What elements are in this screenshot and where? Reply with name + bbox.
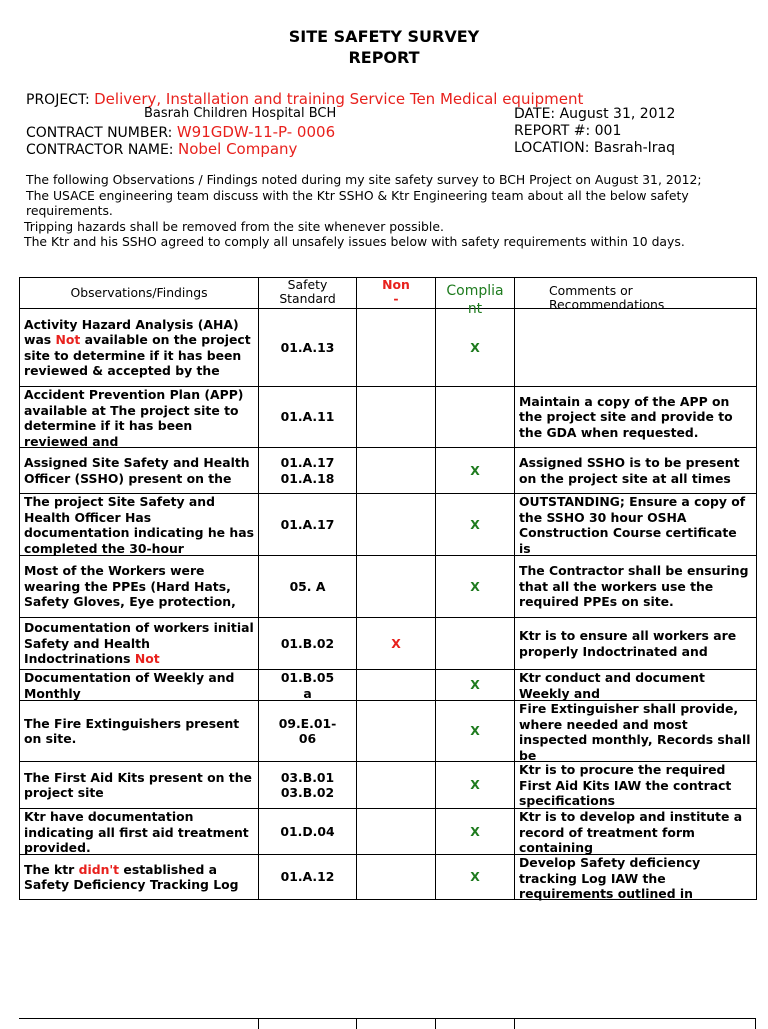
non-compliant-mark — [357, 809, 436, 855]
observation-cell: The Fire Extinguishers present on site. — [20, 701, 259, 762]
non-compliant-mark — [357, 556, 436, 618]
header-standard: Safety Standard — [259, 278, 357, 309]
cell-divider — [755, 1019, 756, 1029]
contractor-line — [26, 140, 297, 158]
non-compliant-mark — [357, 387, 436, 448]
report-subtitle: REPORT — [348, 48, 420, 67]
cell-divider — [514, 1019, 515, 1029]
compliant-mark: X — [436, 556, 515, 618]
table-row — [20, 809, 757, 855]
standard-cell: 05. A — [259, 556, 357, 618]
standard-cell: 01.A.13 — [259, 309, 357, 387]
contractor-label: CONTRACTOR NAME: — [26, 142, 174, 158]
compliant-mark: X — [436, 701, 515, 762]
non-compliant-mark — [357, 309, 436, 387]
cell-divider — [356, 1019, 357, 1029]
table-row — [20, 448, 757, 494]
non-compliant-mark — [357, 670, 436, 701]
compliant-mark: X — [436, 855, 515, 900]
standard-cell: 01.A.11 — [259, 387, 357, 448]
comment-cell: Fire Extinguisher shall provide, where needed and most inspected monthly, Records shall be — [515, 701, 757, 762]
non-compliant-mark — [357, 855, 436, 900]
comment-cell: Assigned SSHO is to be present on the project site at all times — [515, 448, 757, 494]
comment-cell: Ktr is to procure the required First Aid Kits IAW the contract specifications — [515, 762, 757, 809]
non-compliant-mark — [357, 448, 436, 494]
observation-cell: Accident Prevention Plan (APP) available at The project site to determine if it has been reviewed and — [20, 387, 259, 448]
cell-divider — [258, 1019, 259, 1029]
comment-cell: The Contractor shall be ensuring that all the workers use the required PPEs on site. — [515, 556, 757, 618]
contract-value: W91GDW-11-P- 0006 — [176, 123, 336, 141]
non-compliant-mark — [357, 701, 436, 762]
observation-cell: Ktr have documentation indicating all first aid treatment provided. — [20, 809, 259, 855]
observation-cell: The project Site Safety and Health Officer Has documentation indicating he has completed the 30-hour — [20, 494, 259, 556]
comment-cell: Ktr is to ensure all workers are properly Indoctrinated and — [515, 618, 757, 670]
contract-line — [26, 123, 335, 141]
header-comments: Comments or Recommendations — [515, 278, 757, 309]
observation-cell: Most of the Workers were wearing the PPEs (Hard Hats, Safety Gloves, Eye protection, — [20, 556, 259, 618]
report-number: REPORT #: 001 — [514, 123, 622, 139]
intro-paragraph: Tripping hazards shall be removed from the site whenever possible. — [24, 218, 444, 234]
compliant-mark: X — [436, 309, 515, 387]
standard-cell: 09.E.01- 06 — [259, 701, 357, 762]
comment-cell: Ktr is to develop and institute a record of treatment form containing — [515, 809, 757, 855]
table-row — [20, 387, 757, 448]
table-row — [20, 855, 757, 900]
table-row — [20, 618, 757, 670]
comment-cell: Develop Safety deficiency tracking Log IAW the requirements outlined in — [515, 855, 757, 900]
comment-cell — [515, 309, 757, 387]
intro-text — [26, 172, 766, 250]
compliant-mark: X — [436, 762, 515, 809]
compliant-mark — [436, 618, 515, 670]
report-date: DATE: August 31, 2012 — [514, 106, 676, 122]
table-row — [20, 762, 757, 809]
observation-cell: Documentation of Weekly and Monthly — [20, 670, 259, 701]
non-compliant-mark — [357, 494, 436, 556]
comment-cell: Maintain a copy of the APP on the project site and provide to the GDA when requested. — [515, 387, 757, 448]
project-label: PROJECT: — [26, 92, 90, 108]
table-row — [20, 494, 757, 556]
report-title: SITE SAFETY SURVEY — [288, 27, 480, 46]
standard-cell: 01.A.17 — [259, 494, 357, 556]
compliant-mark: X — [436, 809, 515, 855]
standard-cell: 03.B.01 03.B.02 — [259, 762, 357, 809]
standard-cell: 01.B.05 a — [259, 670, 357, 701]
observation-cell: Activity Hazard Analysis (AHA) was Not available on the project site to determine if it has been reviewed & accepted by the — [20, 309, 259, 387]
comment-cell: OUTSTANDING; Ensure a copy of the SSHO 30 hour OSHA Construction Course certificate is — [515, 494, 757, 556]
header-observations: Observations/Findings — [20, 278, 259, 309]
table-row — [20, 556, 757, 618]
intro-paragraph: The USACE engineering team discuss with the Ktr SSHO & Ktr Engineering team about all the below safety requirements. — [26, 187, 689, 218]
observation-cell: The ktr didn't established a Safety Deficiency Tracking Log — [20, 855, 259, 900]
compliant-mark — [436, 387, 515, 448]
table-row — [20, 670, 757, 701]
header-non-compliant: Non - — [357, 278, 436, 309]
standard-cell: 01.B.02 — [259, 618, 357, 670]
non-compliant-mark: X — [357, 618, 436, 670]
observation-cell: Documentation of workers initial Safety and Health Indoctrinations Not — [20, 618, 259, 670]
observation-cell: Assigned Site Safety and Health Officer (SSHO) present on the — [20, 448, 259, 494]
project-value: Delivery, Installation and training Service Ten Medical equipment — [94, 90, 584, 108]
observation-cell: The First Aid Kits present on the project site — [20, 762, 259, 809]
report-location: LOCATION: Basrah-Iraq — [514, 140, 676, 156]
intro-paragraph: The Ktr and his SSHO agreed to comply all unsafely issues below with safety requirements within 10 days. — [24, 234, 685, 249]
contract-label: CONTRACT NUMBER: — [26, 125, 173, 141]
hospital-name: Basrah Children Hospital BCH — [144, 106, 337, 121]
header-compliant: Complia nt — [436, 278, 515, 309]
standard-cell: 01.D.04 — [259, 809, 357, 855]
compliant-mark: X — [436, 494, 515, 556]
table-header-row — [20, 278, 757, 309]
compliant-mark: X — [436, 448, 515, 494]
contractor-value: Nobel Company — [177, 140, 298, 158]
standard-cell: 01.A.12 — [259, 855, 357, 900]
comment-cell: Ktr conduct and document Weekly and — [515, 670, 757, 701]
standard-cell: 01.A.17 01.A.18 — [259, 448, 357, 494]
compliant-mark: X — [436, 670, 515, 701]
findings-table — [19, 277, 757, 900]
cell-divider — [435, 1019, 436, 1029]
next-page-row-edge — [19, 1018, 756, 1029]
table-row — [20, 309, 757, 387]
intro-paragraph: The following Observations / Findings noted during my site safety survey to BCH Project on August 31, 2012; — [26, 172, 702, 187]
table-row — [20, 701, 757, 762]
non-compliant-mark — [357, 762, 436, 809]
